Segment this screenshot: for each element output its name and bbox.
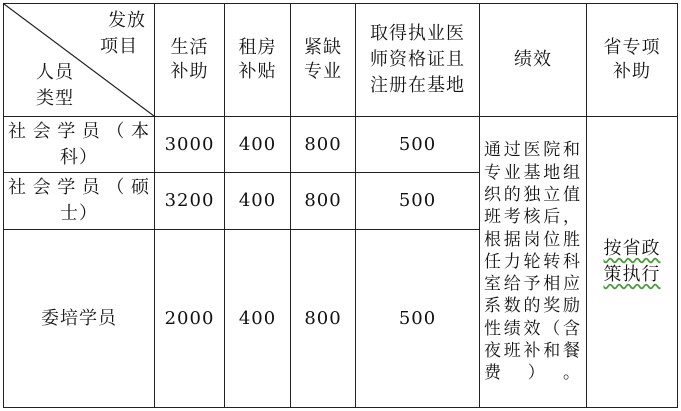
header-license bbox=[356, 4, 480, 117]
row-type-line2: 科） bbox=[60, 146, 98, 168]
header-license-line3: 注册在基地 bbox=[370, 75, 465, 96]
header-living-subsidy bbox=[155, 4, 225, 117]
corner-top-line1: 发放 bbox=[108, 10, 146, 31]
header-performance: 绩效 bbox=[480, 4, 587, 117]
license-value: 500 bbox=[356, 230, 480, 408]
row-type-cell bbox=[4, 117, 155, 173]
header-provincial-line1: 省专项 bbox=[603, 37, 661, 58]
rent-subsidy-value: 400 bbox=[225, 230, 291, 408]
diagonal-header-cell bbox=[4, 4, 155, 117]
header-scarce-line2: 专业 bbox=[304, 61, 342, 82]
rent-subsidy-value: 400 bbox=[225, 117, 291, 173]
header-scarce-major bbox=[291, 4, 356, 117]
license-value: 500 bbox=[356, 173, 480, 230]
distribution-item-label bbox=[100, 8, 146, 60]
header-row bbox=[4, 4, 678, 117]
corner-bottom-line1: 人员 bbox=[36, 62, 74, 83]
header-provincial-line2: 补助 bbox=[613, 61, 651, 82]
header-license-line2: 师资格证且 bbox=[370, 49, 465, 70]
scarce-major-value: 800 bbox=[291, 230, 356, 408]
row-type-line2: 士） bbox=[60, 203, 98, 224]
row-type-line1: 社会学员（本 bbox=[8, 120, 150, 142]
license-value: 500 bbox=[356, 117, 480, 173]
header-license-line1: 取得执业医 bbox=[370, 23, 465, 44]
header-rent-line1: 租房 bbox=[238, 37, 277, 58]
corner-top-line2: 项目 bbox=[100, 36, 138, 57]
corner-bottom-line2: 类型 bbox=[36, 88, 74, 109]
living-subsidy-value: 3200 bbox=[155, 173, 225, 230]
provincial-policy-cell bbox=[587, 117, 678, 408]
row-type-cell bbox=[4, 230, 155, 408]
row-type-cell bbox=[4, 173, 155, 230]
performance-description: 通过医院和专业基地组织的独立值班考核后，根据岗位胜任力轮转科室给予相应系数的奖励性绩效（含夜班补和餐费）。 bbox=[480, 117, 587, 408]
provincial-policy-line2: 策执行 bbox=[603, 264, 661, 285]
row-type-line1: 社会学员（硕 bbox=[8, 177, 150, 198]
header-scarce-line1: 紧缺 bbox=[304, 37, 342, 58]
table-row bbox=[4, 117, 678, 173]
header-living-line1: 生活 bbox=[170, 37, 209, 58]
scarce-major-value: 800 bbox=[291, 173, 356, 230]
living-subsidy-value: 3000 bbox=[155, 117, 225, 173]
living-subsidy-value: 2000 bbox=[155, 230, 225, 408]
header-provincial-subsidy bbox=[587, 4, 678, 117]
row-type-line1: 委培学员 bbox=[41, 307, 117, 329]
scarce-major-value: 800 bbox=[291, 117, 356, 173]
subsidy-table bbox=[3, 3, 678, 408]
header-rent-line2: 补贴 bbox=[238, 61, 277, 82]
provincial-policy-line1: 按省政 bbox=[603, 238, 661, 259]
personnel-type-label bbox=[36, 60, 74, 112]
rent-subsidy-value: 400 bbox=[225, 173, 291, 230]
header-rent-subsidy bbox=[225, 4, 291, 117]
header-living-line2: 补助 bbox=[170, 61, 209, 82]
